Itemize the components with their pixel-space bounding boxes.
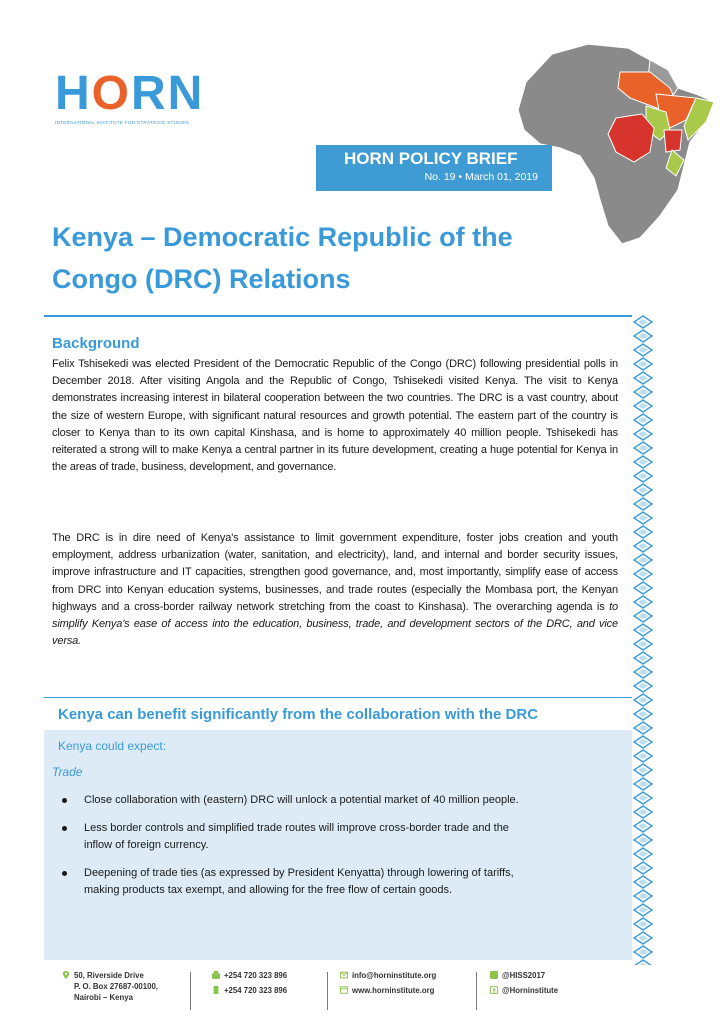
background-paragraph-1: Felix Tshisekedi was elected President of the Democratic Republic of the Congo (DRC) following presidential polls in December 2018. After visiting Angola and the Republic of Congo, Tshisekedi visited Kenya. The visit to Kenya demonstrates increasing interest in bilateral cooperation between the two countries. The DRC is a vast country, about the size of western Europe, with significant natural resources and growth potential. The eastern part of the country is closer to Kenya than to its own capital Kinshasa, and is home to approximately 40 million people. Tshisekedi has reiterated a strong will to make Kenya a central partner in its future development, creating a huge potential for Kenya in the areas of trade, business, development, and governance. — [52, 358, 618, 474]
mobile-icon — [212, 986, 220, 994]
footer-phones: +254 720 323 896 +254 720 323 896 — [212, 970, 287, 996]
logo-wordmark: HORN — [55, 67, 205, 120]
footer-divider — [476, 972, 477, 1010]
trade-subheading: Trade — [52, 765, 83, 779]
footer-social: @HISS2017 @Horninstitute — [490, 970, 558, 996]
logo-subtitle: INTERNATIONAL INSTITUTE FOR STRATEGIC STUDIES — [55, 120, 190, 125]
title-line-2: Congo (DRC) Relations — [52, 264, 351, 294]
list-item: Less border controls and simplified trade routes will improve cross-border trade and the inflow of foreign currency. — [60, 820, 540, 854]
top-divider — [44, 315, 632, 317]
background-heading: Background — [52, 335, 140, 352]
footer-divider — [190, 972, 191, 1010]
list-item: Deepening of trade ties (as expressed by President Kenyatta) through lowering of tariffs, making products tax exempt, and allowing for the free flow of certain goods. — [60, 865, 540, 899]
decorative-pattern-icon — [632, 315, 654, 965]
section-divider — [44, 697, 632, 698]
bullet-icon — [62, 826, 67, 831]
footer-web: info@horninstitute.org www.horninstitute.org — [340, 970, 436, 996]
banner-issue: No. 19 • March 01, 2019 — [424, 171, 538, 183]
bullet-icon — [62, 798, 67, 803]
document-title — [52, 216, 612, 300]
email-icon — [340, 971, 348, 979]
globe-icon — [340, 986, 348, 994]
footer-divider — [327, 972, 328, 1010]
location-icon — [62, 971, 70, 979]
list-item: Close collaboration with (eastern) DRC will unlock a potential market of 40 million people. — [60, 792, 540, 809]
footer-address: 50, Riverside Drive P. O. Box 27687-00100, Nairobi – Kenya — [62, 970, 158, 1003]
trade-bullets — [60, 792, 540, 910]
banner-title: HORN POLICY BRIEF — [344, 149, 518, 168]
benefits-intro: Kenya could expect: — [58, 739, 167, 753]
facebook-icon — [490, 986, 498, 994]
benefits-heading: Kenya can benefit significantly from the collaboration with the DRC — [58, 706, 539, 723]
background-paragraph-2 — [52, 530, 618, 650]
policy-brief-banner — [316, 145, 552, 191]
paragraph-2-italic: to simplify Kenya's ease of access into the education, business, trade, and development sectors of the DRC, and vice versa. — [52, 600, 618, 648]
twitter-icon — [490, 971, 498, 979]
phone-icon — [212, 971, 220, 979]
horn-logo — [55, 67, 215, 125]
footer — [0, 960, 724, 1024]
paragraph-2-text: The DRC is in dire need of Kenya's assistance to limit government expenditure, foster jobs creation and youth employment, address urbanization (water, sanitation, and electricity), land, and internal and border security issues, improve infrastructure and IT capacities, strengthen good governance, and, most importantly, simplify ease of access from DRC into Kenyan education systems, businesses, and trade routes (especially the Mombasa port, the Kenyan highways and a cross-border railway network stretching from the coast to Kinshasa). The overarching agenda is — [52, 532, 618, 613]
bullet-icon — [62, 871, 67, 876]
title-line-1: Kenya – Democratic Republic of the — [52, 222, 513, 252]
